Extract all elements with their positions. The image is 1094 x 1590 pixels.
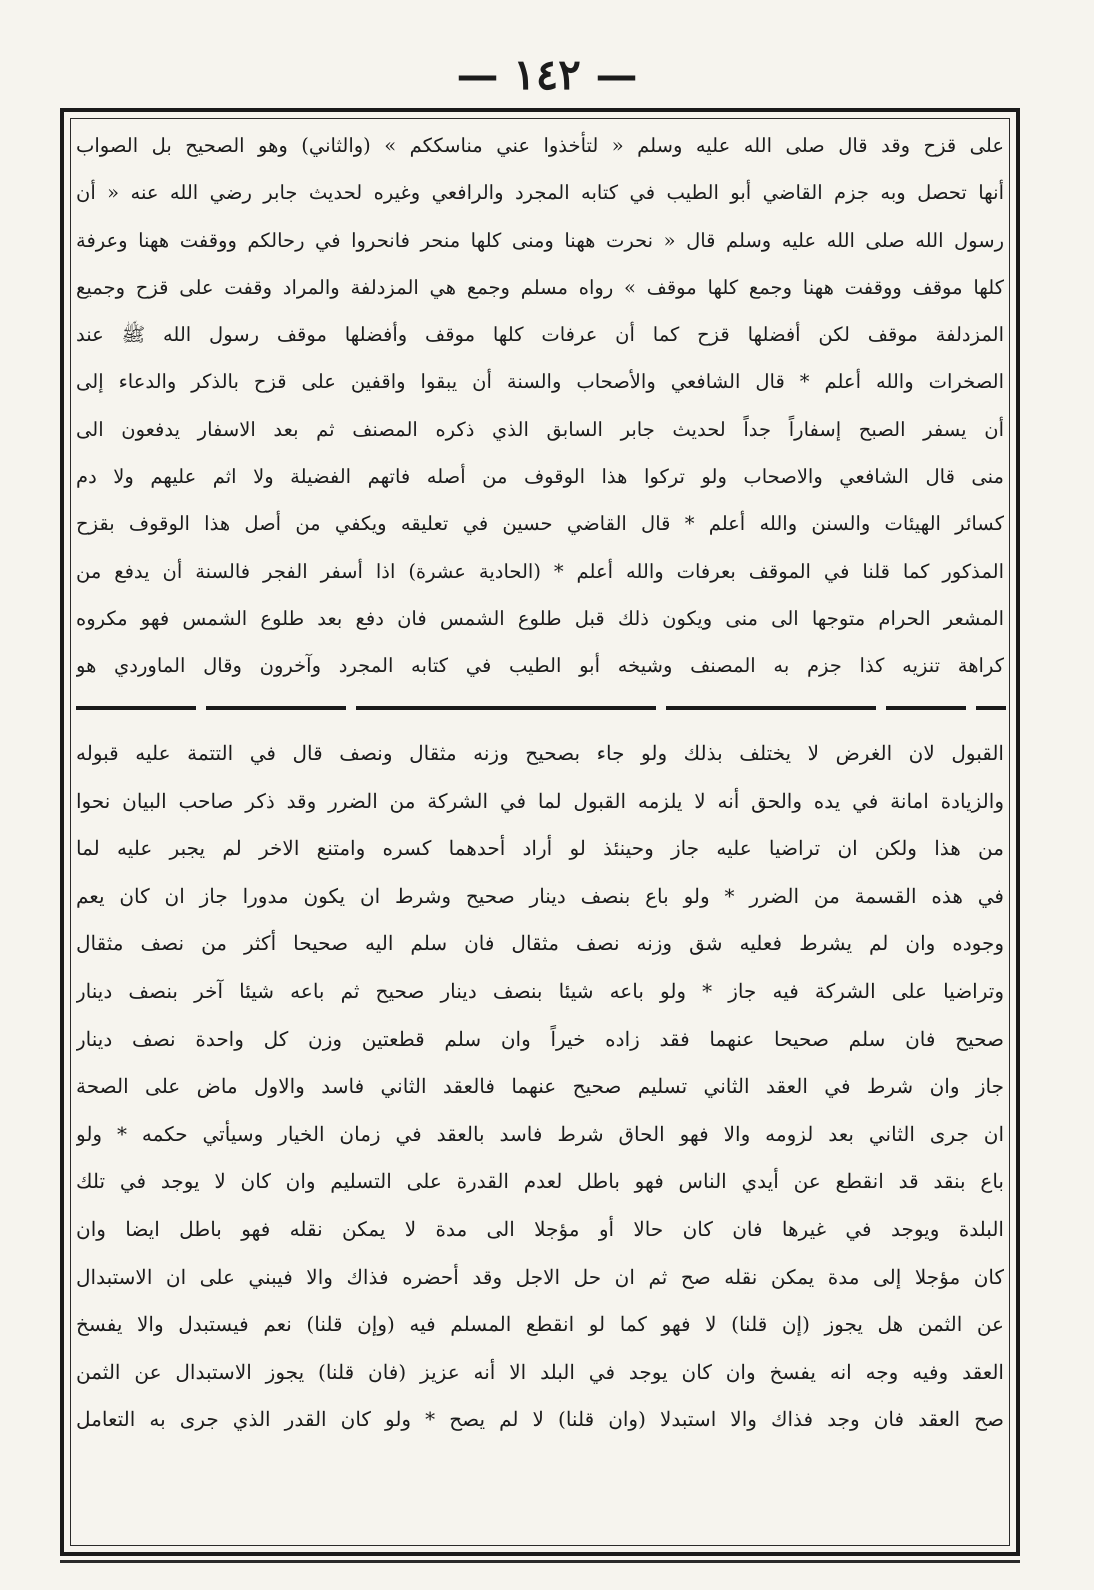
text-line: وجوده وان لم يشرط فعليه شق وزنه نصف مثقال فان سلم اليه صحيحا أكثر من نصف مثقال [76,931,1004,956]
section-divider [74,706,1006,710]
text-line: العقد وفيه وجه انه يفسخ وان كان يوجد في البلد الا أنه عزيز (فان قلنا) يجوز الاستبدال عن الثمن [76,1359,1004,1384]
text-line: وتراضيا على الشركة فيه جاز * ولو باعه شيئا بنصف دينار صحيح ثم باعه شيئا آخر بنصف دينار [76,978,1004,1003]
text-line: عن الثمن هل يجوز (إن قلنا) لا فهو كما لو انقطع المسلم فيه (وإن قلنا) نعم فيستبدل والا يفسخ [76,1312,1004,1337]
text-line: منى قال الشافعي والاصحاب ولو تركوا هذا الوقوف من أصله فاتهم الفضيلة ولا اثم عليهم ولا دم [76,465,1004,489]
text-line: أن يسفر الصبح إسفاراً جداً لحديث جابر السابق الذي ذكره المصنف ثم بعد الاسفار يدفعون الى [76,417,1004,441]
text-line: القبول لان الغرض لا يختلف بذلك ولو جاء بصحيح وزنه مثقال ونصف قال في التتمة عليه قبوله [76,741,1004,765]
text-line: المزدلفة موقف لكن أفضلها قزح كما أن عرفات كلها موقف وأفضلها موقف رسول الله ﷺ عند [76,323,1004,347]
upper-text-block [76,122,1004,690]
text-line: باع بنقد قد انقطع عن أيدي الناس فهو باطل لعدم القدرة على التسليم وان كان لا يوجد في تلك [76,1169,1004,1194]
text-line: أنها تحصل وبه جزم القاضي أبو الطيب في كتابه المجرد والرافعي وغيره لحديث جابر رضي الله عنه « أن [76,181,1004,205]
page-number: — ١٤٢ — [456,50,638,99]
text-line: البلدة ويوجد في غيرها فان كان حالا أو مؤجلا الى مدة لا يمكن نقله فهو باطل ايضا وان [76,1216,1004,1241]
text-line: الصخرات والله أعلم * قال الشافعي والأصحاب والسنة أن يبقوا واقفين على قزح بالذكر والدعاء إلى [76,370,1004,394]
text-line: المذكور كما قلنا في الموقف بعرفات والله أعلم * (الحادية عشرة) اذا أسفر الفجر فالسنة أن يدفع من [76,559,1004,583]
text-line: رسول الله صلى الله عليه وسلم قال « نحرت ههنا ومنى كلها منحر فانحروا في رحالكم ووقفت ههنا وعرفة [76,228,1004,252]
text-line: صحيح فان سلم صحيحا عنهما فقد زاده خيراً وان سلم قطعتين وزن كل واحدة نصف دينار [76,1026,1004,1051]
text-line: كسائر الهيئات والسنن والله أعلم * قال القاضي حسين في تعليقه ويكفي من أصل هذا الوقوف بقزح [76,512,1004,536]
text-line: صح العقد فان وجد فذاك والا استبدلا (وان قلنا) لا لم يصح * ولو كان القدر الذي جرى به التعامل [76,1407,1004,1432]
text-line: المشعر الحرام متوجها الى منى ويكون ذلك قبل طلوع الشمس فان دفع بعد طلوع الشمس فهو مكروه [76,606,1004,630]
text-line: والزيادة امانة في يده والحق أنه لا يلزمه القبول لما في الشركة من الضرر وقد ذكر صاحب البيان نحوا [76,788,1004,813]
text-line: على قزح وقد قال صلى الله عليه وسلم « لتأخذوا عني مناسككم » (والثاني) وهو الصحيح بل الصواب [76,134,1004,157]
text-line: كراهة تنزيه كذا جزم به المصنف وشيخه أبو الطيب في كتابه المجرد وآخرون وقال الماوردي هو [76,654,1004,678]
text-line: كان مؤجلا إلى مدة يمكن نقله صح ثم ان حل الاجل وقد أحضره فذاك والا فيبني على ان الاستبدال [76,1264,1004,1289]
lower-text-block [76,730,1004,1540]
page-frame [60,108,1020,1556]
text-line: جاز وان شرط في العقد الثاني تسليم صحيح عنهما فالعقد الثاني فاسد والاول ماض على الصحة [76,1074,1004,1099]
footer-rule [60,1560,1020,1563]
text-line: ان جرى الثاني بعد لزومه والا فهو الحاق شرط فاسد بالعقد في زمان الخيار وسيأتي حكمه * ولو [76,1121,1004,1146]
text-line: من هذا ولكن ان تراضيا عليه جاز وحينئذ لو أراد أحدهما كسره وامتنع الاخر لم يجبر عليه لما [76,836,1004,861]
text-line: في هذه القسمة من الضرر * ولو باع بنصف دينار صحيح وشرط ان يكون مدورا جاز ان كان يعم [76,883,1004,908]
text-line: كلها موقف ووقفت ههنا وجمع كلها موقف » رواه مسلم وجمع هي المزدلفة والمراد وقفت على قزح وجميع [76,275,1004,299]
